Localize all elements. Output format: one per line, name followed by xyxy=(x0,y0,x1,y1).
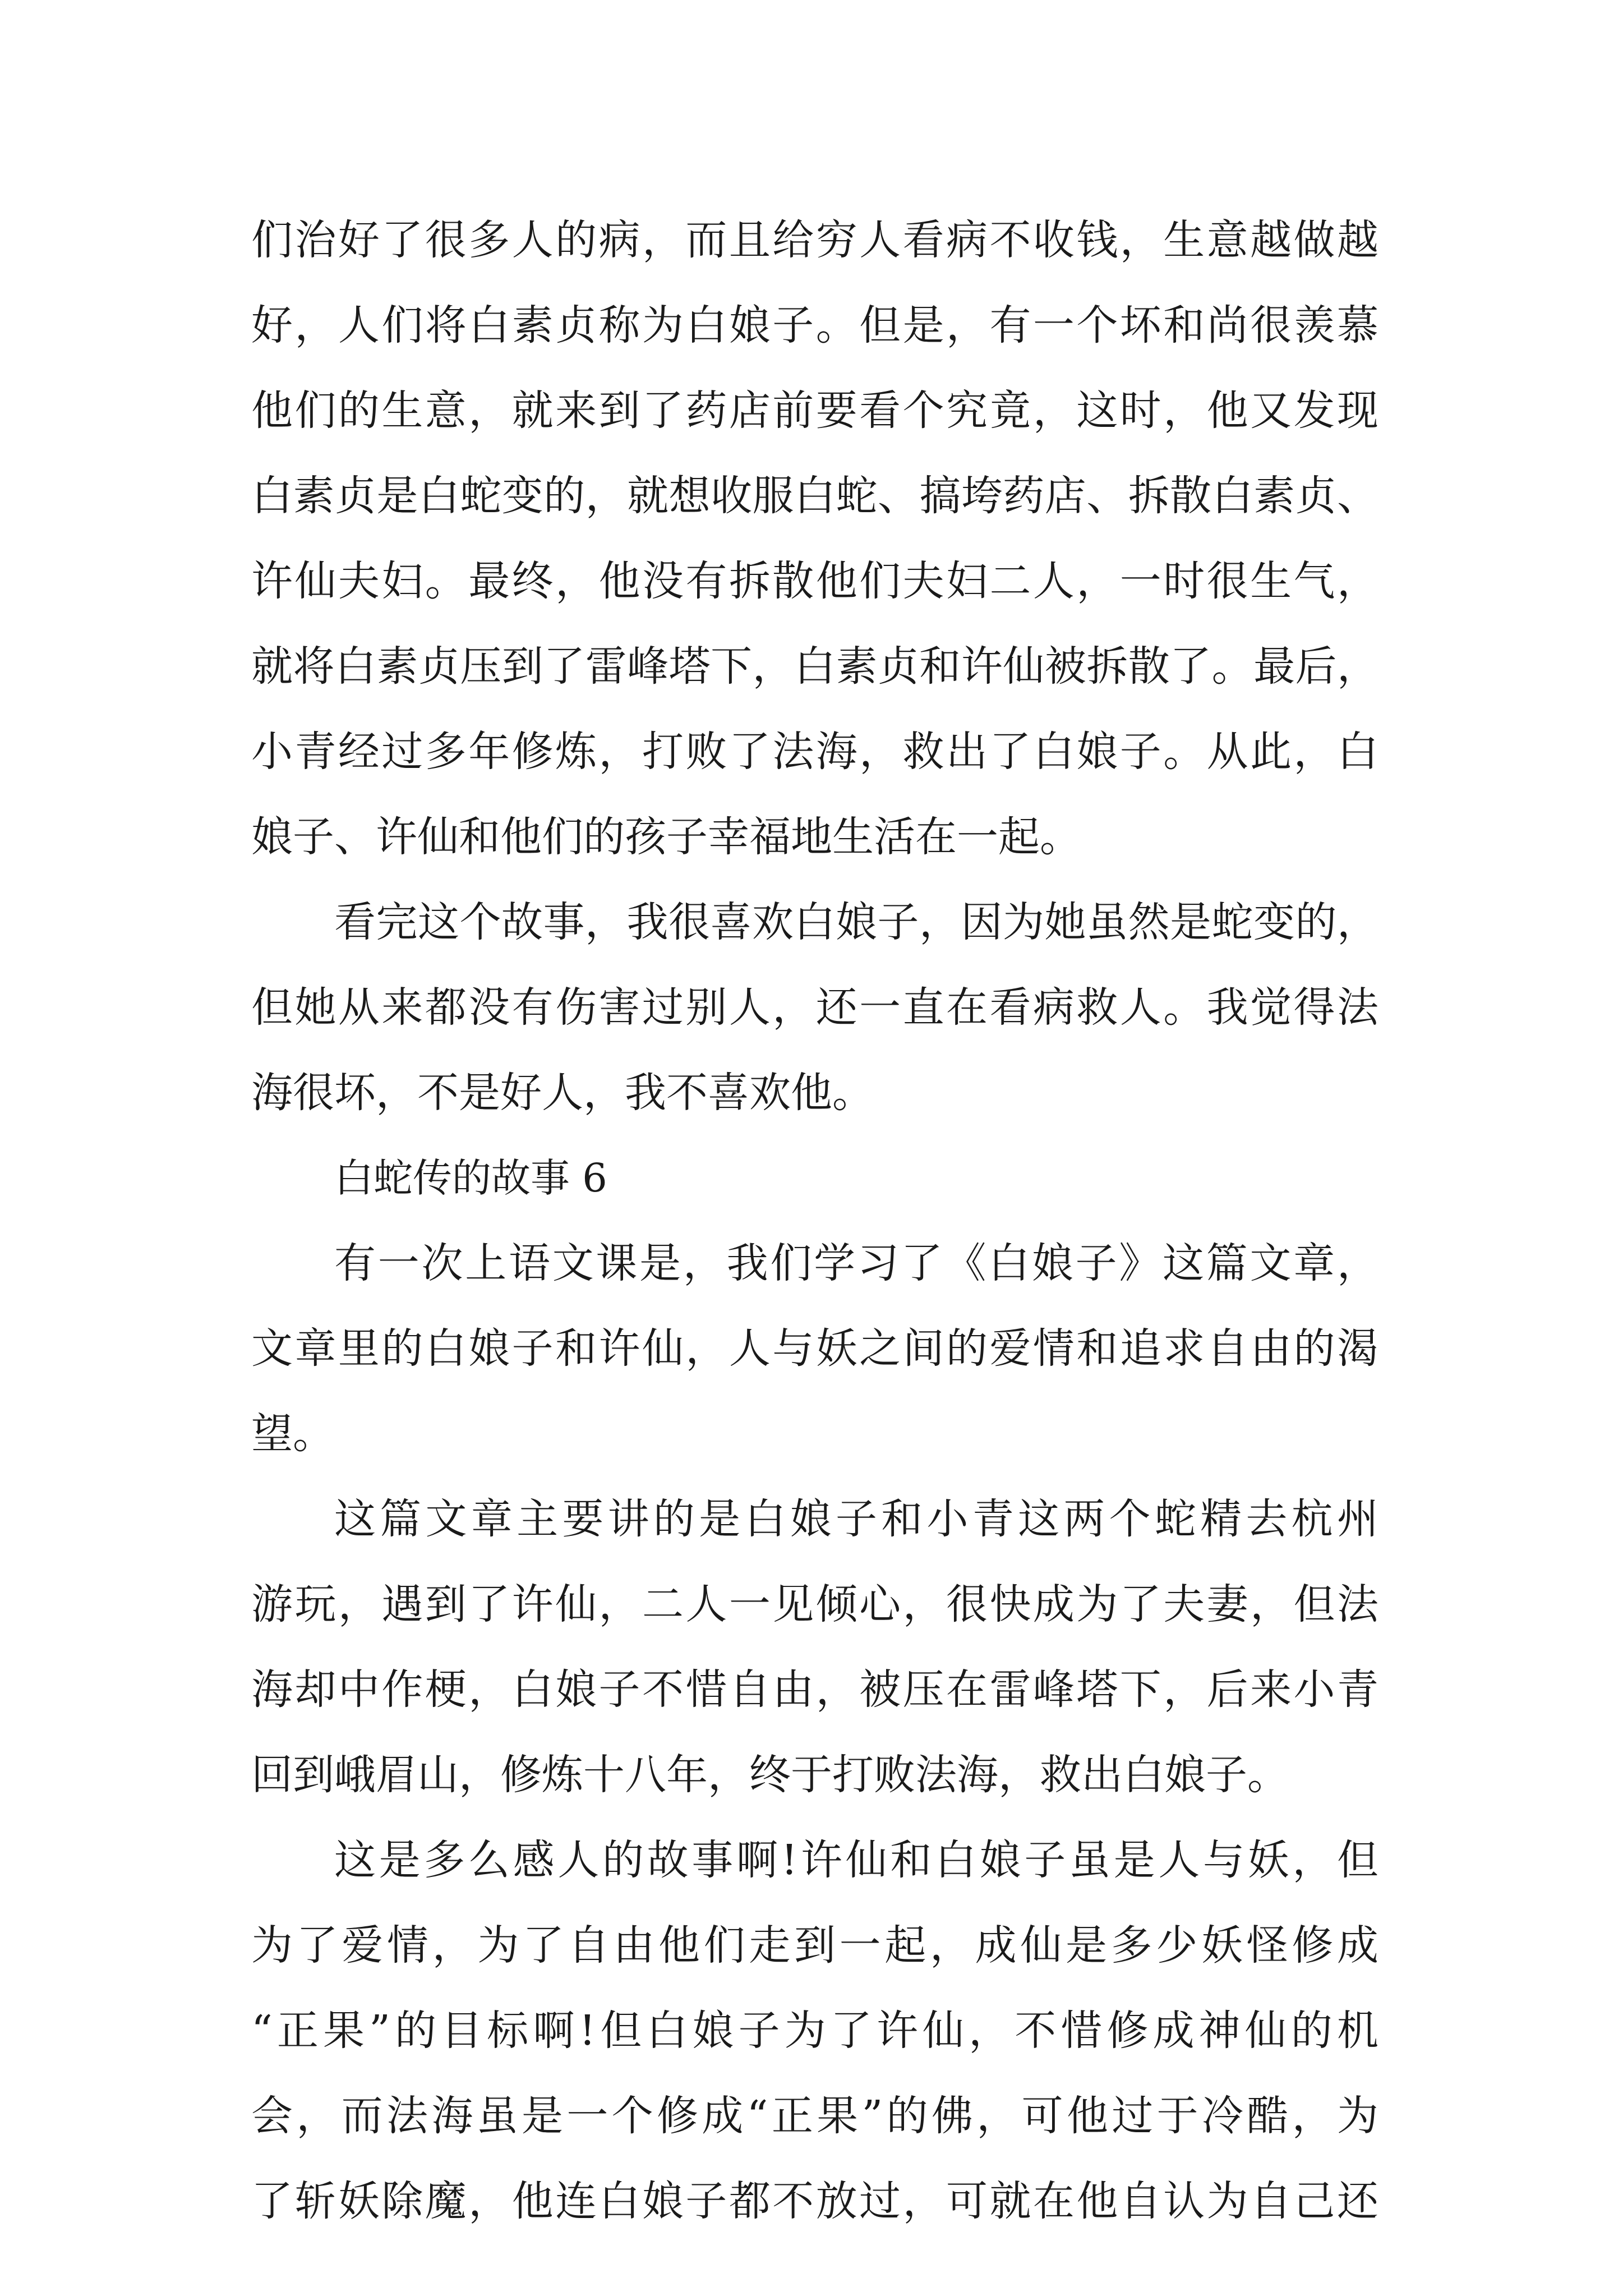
text-line: 好，人们将白素贞称为白娘子。但是，有一个坏和尚很羡慕 xyxy=(251,301,1378,349)
text-line: 看完这个故事，我很喜欢白娘子，因为她虽然是蛇变的， xyxy=(334,898,1378,946)
text-line: 小青经过多年修炼，打败了法海，救出了白娘子。从此，白 xyxy=(251,728,1378,776)
text-line: 望。 xyxy=(251,1410,334,1458)
text-line: 许仙夫妇。最终，他没有拆散他们夫妇二人，一时很生气， xyxy=(251,557,1378,605)
heading-text: 白蛇传的故事 6 xyxy=(334,1155,607,1201)
text-line: 但她从来都没有伤害过别人，还一直在看病救人。我觉得法 xyxy=(251,983,1378,1032)
paragraph xyxy=(251,1818,1378,2244)
text-line: 海很坏，不是好人，我不喜欢他。 xyxy=(251,1069,874,1117)
text-line: 会，而法海虽是一个修成“正果”的佛，可他过于冷酷，为 xyxy=(251,2092,1378,2140)
text-line: 有一次上语文课是，我们学习了《白娘子》这篇文章， xyxy=(334,1239,1378,1287)
text-line: 们治好了很多人的病，而且给穷人看病不收钱，生意越做越 xyxy=(251,216,1378,264)
text-line: 游玩，遇到了许仙，二人一见倾心，很快成为了夫妻，但法 xyxy=(251,1580,1378,1628)
paragraph xyxy=(251,1476,1378,1818)
text-line: 就将白素贞压到了雷峰塔下，白素贞和许仙被拆散了。最后， xyxy=(251,642,1378,691)
text-line: 为了爱情，为了自由他们走到一起，成仙是多少妖怪修成 xyxy=(251,1921,1378,1970)
text-line: 这篇文章主要讲的是白娘子和小青这两个蛇精去杭州 xyxy=(334,1495,1378,1543)
text-line: 回到峨眉山，修炼十八年，终于打败法海，救出白娘子。 xyxy=(251,1751,1289,1799)
paragraph xyxy=(251,880,1378,1135)
text-line: 娘子、许仙和他们的孩子幸福地生活在一起。 xyxy=(251,813,1081,861)
section-heading xyxy=(251,1135,1378,1221)
document-body xyxy=(251,197,1378,2244)
text-line: 了斩妖除魔，他连白娘子都不放过，可就在他自认为自己还 xyxy=(251,2177,1378,2225)
text-line: 海却中作梗，白娘子不惜自由，被压在雷峰塔下，后来小青 xyxy=(251,1665,1378,1714)
text-line: “正果”的目标啊!但白娘子为了许仙，不惜修成神仙的机 xyxy=(251,2007,1378,2055)
text-line: 白素贞是白蛇变的，就想收服白蛇、搞垮药店、拆散白素贞、 xyxy=(251,472,1378,520)
paragraph xyxy=(251,1221,1378,1476)
text-line: 他们的生意，就来到了药店前要看个究竟，这时，他又发现 xyxy=(251,386,1378,435)
paragraph xyxy=(251,197,1378,880)
text-line: 这是多么感人的故事啊!许仙和白娘子虽是人与妖，但 xyxy=(334,1836,1378,1884)
text-line: 文章里的白娘子和许仙，人与妖之间的爱情和追求自由的渴 xyxy=(251,1324,1378,1373)
